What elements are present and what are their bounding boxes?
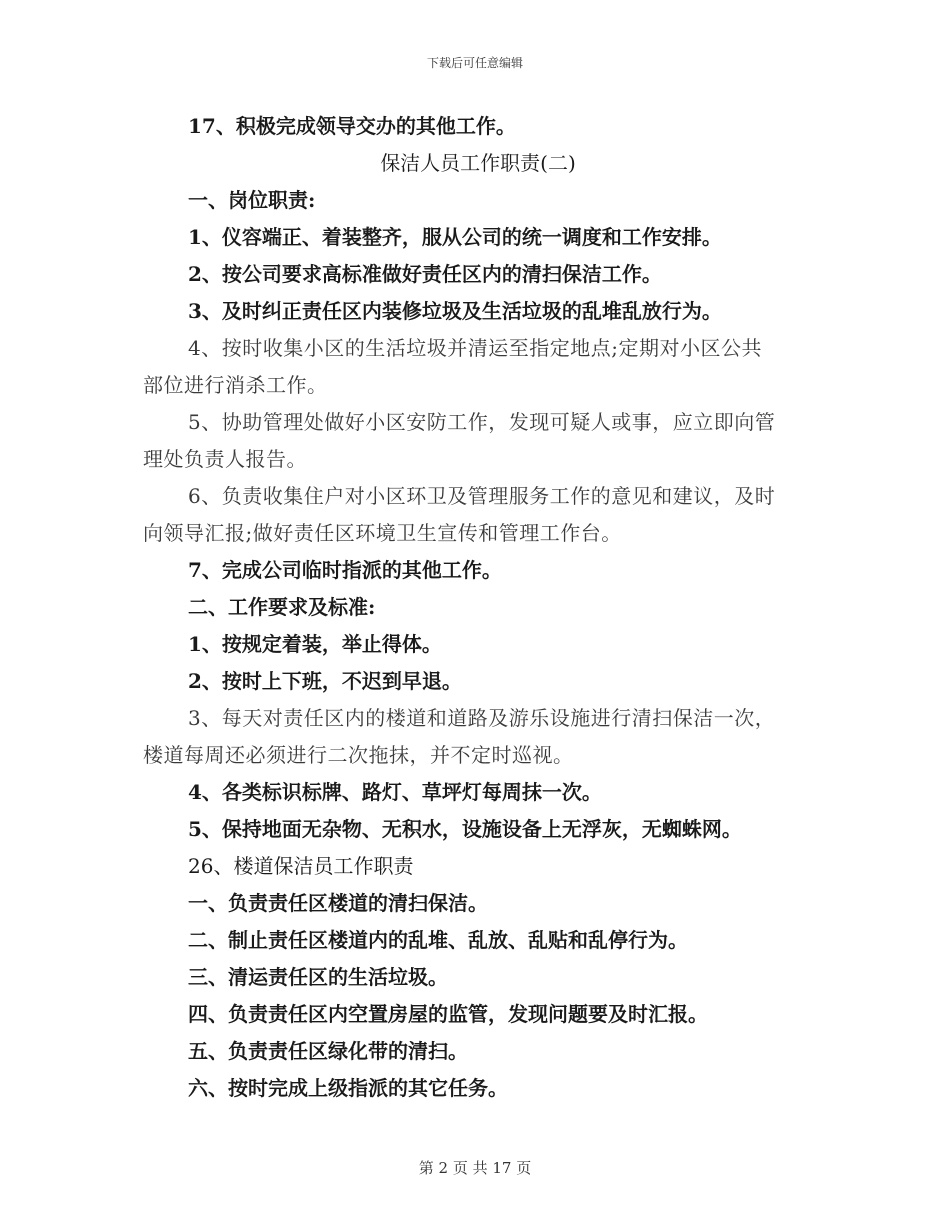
text-line: 4、各类标识标牌、路灯、草坪灯每周抹一次。 [188, 780, 602, 804]
text-line: 楼道每周还必须进行二次拖抹，并不定时巡视。 [143, 743, 574, 767]
section-heading: 26、楼道保洁员工作职责 [188, 854, 414, 878]
text-line: 3、每天对责任区内的楼道和道路及游乐设施进行清扫保洁一次， [188, 706, 776, 730]
paragraph [143, 478, 813, 552]
text-line: 5、协助管理处做好小区安防工作，发现可疑人或事，应立即向管 [188, 410, 776, 434]
text-line: 理处负责人报告。 [143, 447, 307, 471]
section-heading: 二、工作要求及标准: [188, 595, 376, 619]
text-line: 六、按时完成上级指派的其它任务。 [188, 1076, 508, 1100]
paragraph [143, 330, 813, 404]
text-line: 2、按时上下班，不迟到早退。 [188, 669, 462, 693]
text-line: 向领导汇报;做好责任区环境卫生宣传和管理工作台。 [143, 521, 622, 545]
page-header: 下载后可任意编辑 [426, 56, 523, 70]
text-line: 一、负责责任区楼道的清扫保洁。 [188, 891, 488, 915]
text-line: 17、积极完成领导交办的其他工作。 [188, 114, 516, 138]
text-line: 四、负责责任区内空置房屋的监管，发现问题要及时汇报。 [188, 1002, 708, 1026]
text-line: 部位进行消杀工作。 [143, 373, 328, 397]
text-line: 5、保持地面无杂物、无积水，设施设备上无浮灰，无蜘蛛网。 [188, 817, 742, 841]
text-line: 7、完成公司临时指派的其他工作。 [188, 558, 502, 582]
text-line: 1、按规定着装，举止得体。 [188, 632, 442, 656]
section-title: 保洁人员工作职责(二) [380, 151, 576, 175]
text-line: 三、清运责任区的生活垃圾。 [188, 965, 448, 989]
text-line: 2、按公司要求高标准做好责任区内的清扫保洁工作。 [188, 262, 662, 286]
text-line: 1、仪容端正、着装整齐，服从公司的统一调度和工作安排。 [188, 225, 722, 249]
page-footer: 第 2 页 共 17 页 [418, 1159, 532, 1177]
text-line: 6、负责收集住户对小区环卫及管理服务工作的意见和建议，及时 [188, 484, 776, 508]
text-line: 五、负责责任区绿化带的清扫。 [188, 1039, 468, 1063]
text-line: 二、制止责任区楼道内的乱堆、乱放、乱贴和乱停行为。 [188, 928, 688, 952]
paragraph [143, 404, 813, 478]
document-body [143, 108, 813, 1107]
paragraph [143, 700, 813, 774]
section-heading: 一、岗位职责: [188, 188, 316, 212]
text-line: 4、按时收集小区的生活垃圾并清运至指定地点;定期对小区公共 [188, 336, 762, 360]
text-line: 3、及时纠正责任区内装修垃圾及生活垃圾的乱堆乱放行为。 [188, 299, 722, 323]
